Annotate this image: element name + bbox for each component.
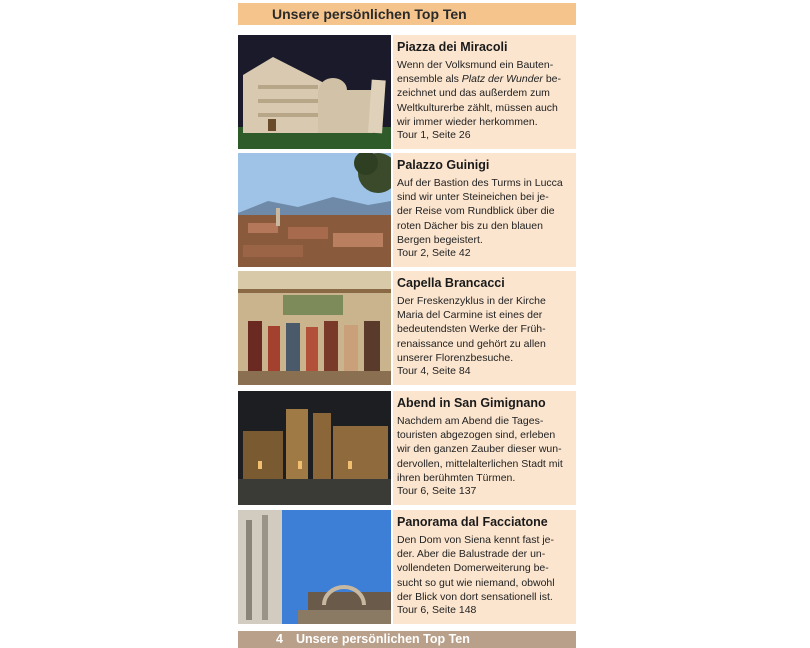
item-card [393, 391, 576, 505]
photo-piazza-dei-miracoli [238, 35, 391, 149]
page-heading: Unsere persönlichen Top Ten [272, 6, 467, 22]
item-card [393, 510, 576, 624]
photo-san-gimignano-evening [238, 391, 391, 505]
item-title: Panorama dal Facciatone [397, 515, 548, 529]
item-description: Wenn der Volksmund ein Bauten- ensemble als Platz der Wunder be- zeichnet und das außerdem zum Weltkulturerbe zählt, müssen auch wir immer wieder herkommen. [397, 59, 562, 128]
guidebook-page [238, 0, 576, 648]
page-footer [238, 631, 576, 648]
page-header [238, 3, 576, 25]
photo-capella-brancacci [238, 271, 391, 385]
item-page-reference: Tour 2, Seite 42 [397, 247, 471, 259]
item-page-reference: Tour 4, Seite 84 [397, 365, 471, 377]
item-title: Piazza dei Miracoli [397, 40, 508, 54]
item-title: Abend in San Gimignano [397, 396, 546, 410]
top-ten-item [238, 271, 576, 385]
item-card [393, 153, 576, 267]
item-page-reference: Tour 6, Seite 137 [397, 485, 477, 497]
footer-title: Unsere persönlichen Top Ten [296, 632, 470, 646]
item-description: Nachdem am Abend die Tages- touristen abgezogen sind, erleben wir den ganzen Zauber dieser wun- dervollen, mittelalterlichen Stadt mit ihren berühmten Türmen. [397, 415, 563, 484]
top-ten-item [238, 153, 576, 267]
item-description: Der Freskenzyklus in der Kirche Maria del Carmine ist eines der bedeutendsten Werke der Früh- renaissance und gehört zu allen unserer Florenzbesuche. [397, 295, 546, 364]
item-page-reference: Tour 6, Seite 148 [397, 604, 477, 616]
top-ten-item [238, 510, 576, 624]
top-ten-item [238, 391, 576, 505]
photo-palazzo-guinigi [238, 153, 391, 267]
item-card [393, 35, 576, 149]
item-description: Den Dom von Siena kennt fast je- der. Aber die Balustrade der un- vollendeten Domerweiterung be- sucht so gut wie niemand, obwohl der Blick von dort sensationell ist. [397, 534, 555, 603]
item-page-reference: Tour 1, Seite 26 [397, 129, 471, 141]
item-description: Auf der Bastion des Turms in Lucca sind wir unter Steineichen bei je- der Reise vom Rundblick über die roten Dächer bis zu den blauen Bergen begeistert. [397, 177, 563, 246]
photo-panorama-dal-facciatone [238, 510, 391, 624]
top-ten-item [238, 35, 576, 149]
item-card [393, 271, 576, 385]
page-number: 4 [276, 632, 283, 646]
item-title: Capella Brancacci [397, 276, 505, 290]
item-title: Palazzo Guinigi [397, 158, 490, 172]
